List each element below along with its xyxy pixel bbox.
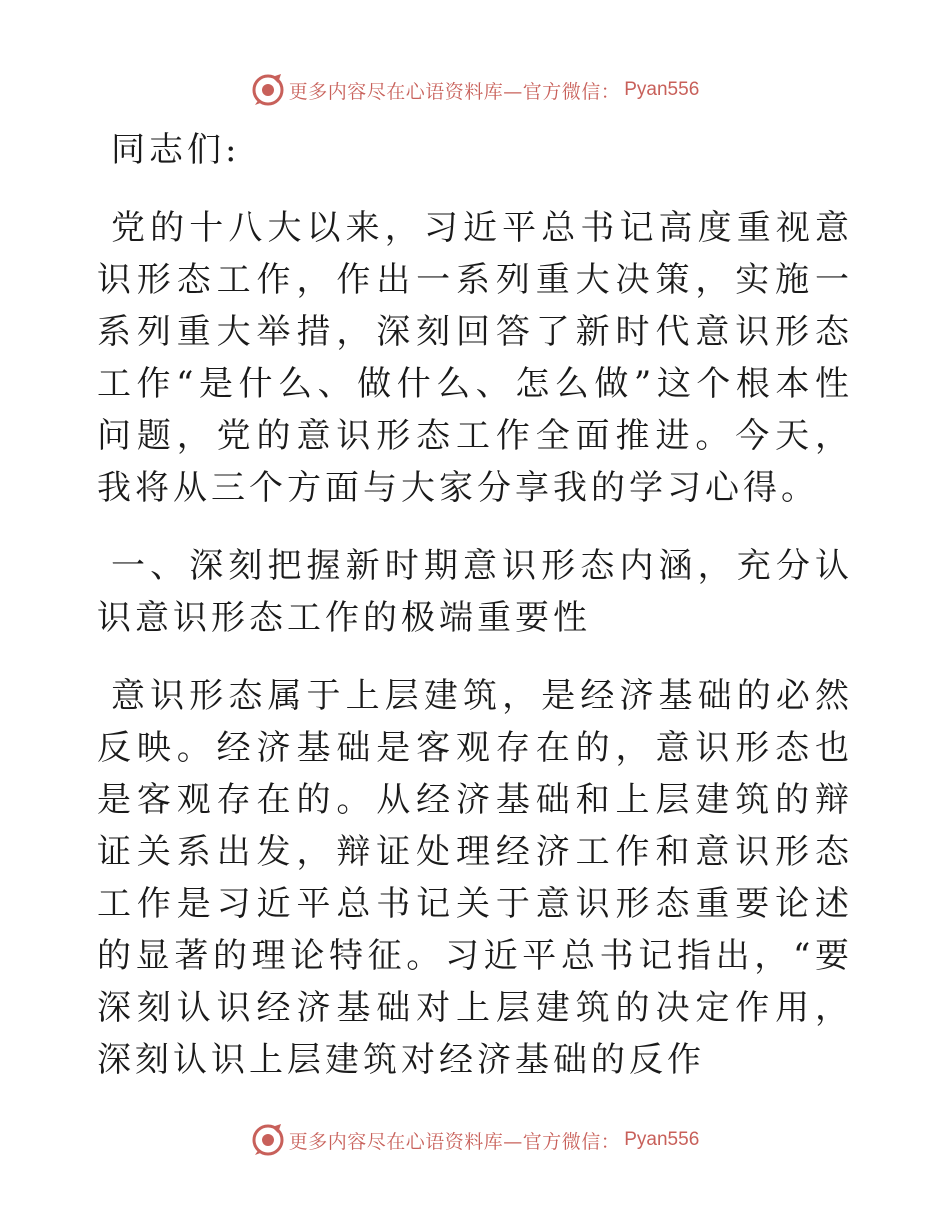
footer-watermark-banner bbox=[0, 1120, 950, 1160]
header-watermark-banner bbox=[0, 70, 950, 110]
brand-logo-icon bbox=[251, 73, 285, 107]
header-wechat-id: Pyan556 bbox=[624, 79, 700, 100]
section-heading-1: 一、深刻把握新时期意识形态内涵，充分认识意识形态工作的极端重要性 bbox=[97, 546, 853, 638]
footer-wechat-id: Pyan556 bbox=[624, 1129, 700, 1150]
header-banner-text: 更多内容尽在心语资料库—官方微信： bbox=[288, 80, 621, 103]
greeting: 同志们: bbox=[111, 130, 241, 170]
footer-banner-text: 更多内容尽在心语资料库—官方微信： bbox=[288, 1130, 621, 1153]
brand-logo-icon bbox=[251, 1123, 285, 1157]
paragraph-intro: 党的十八大以来，习近平总书记高度重视意识形态工作，作出一系列重大决策，实施一系列重大举措，深刻回答了新时代意识形态工作“是什么、做什么、怎么做”这个根本性问题，党的意识形态工作全面推进。今天，我将从三个方面与大家分享我的学习心得。 bbox=[97, 208, 853, 508]
paragraph-ideology: 意识形态属于上层建筑，是经济基础的必然反映。经济基础是客观存在的，意识形态也是客观存在的。从经济基础和上层建筑的辩证关系出发，辩证处理经济工作和意识形态工作是习近平总书记关于意识形态重要论述的显著的理论特征。习近平总书记指出，“要深刻认识经济基础对上层建筑的决定作用，深刻认识上层建筑对经济基础的反作 bbox=[97, 676, 853, 1080]
document-body bbox=[97, 124, 853, 1112]
